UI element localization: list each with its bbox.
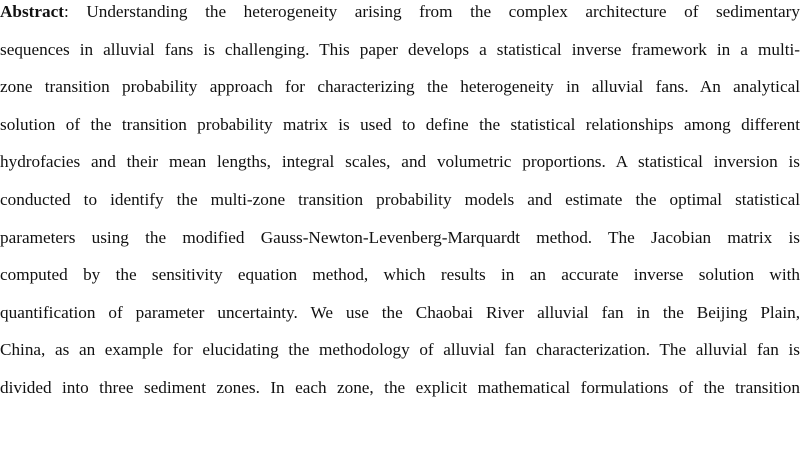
abstract-line-10: China, as an example for elucidating the methodology of alluvial fan characterization. The alluvial fan is [0,340,800,360]
abstract-line-8: computed by the sensitivity equation method, which results in an accurate inverse solution with [0,265,800,285]
abstract-line-4: solution of the transition probability matrix is used to define the statistical relationships among different [0,114,800,134]
abstract-label: Abstract [0,2,64,21]
abstract-line-6: conducted to identify the multi-zone transition probability models and estimate the optimal statistical [0,189,800,209]
abstract-line-9: quantification of parameter uncertainty. We use the Chaobai River alluvial fan in the Beijing Plain, [0,302,800,322]
abstract-line-7: parameters using the modified Gauss-Newton-Levenberg-Marquardt method. The Jacobian matrix is [0,227,800,247]
abstract-line-5: hydrofacies and their mean lengths, integral scales, and volumetric proportions. A statistical inversion is [0,152,800,172]
abstract-line-3: zone transition probability approach for characterizing the heterogeneity in alluvial fans. An analytical [0,77,800,97]
abstract-line-2: sequences in alluvial fans is challenging. This paper develops a statistical inverse framework in a multi- [0,39,800,59]
abstract-line-11: divided into three sediment zones. In each zone, the explicit mathematical formulations of the transition [0,377,800,397]
abstract-line-1: Abstract: Understanding the heterogeneity arising from the complex architecture of sedimentary [0,2,800,21]
